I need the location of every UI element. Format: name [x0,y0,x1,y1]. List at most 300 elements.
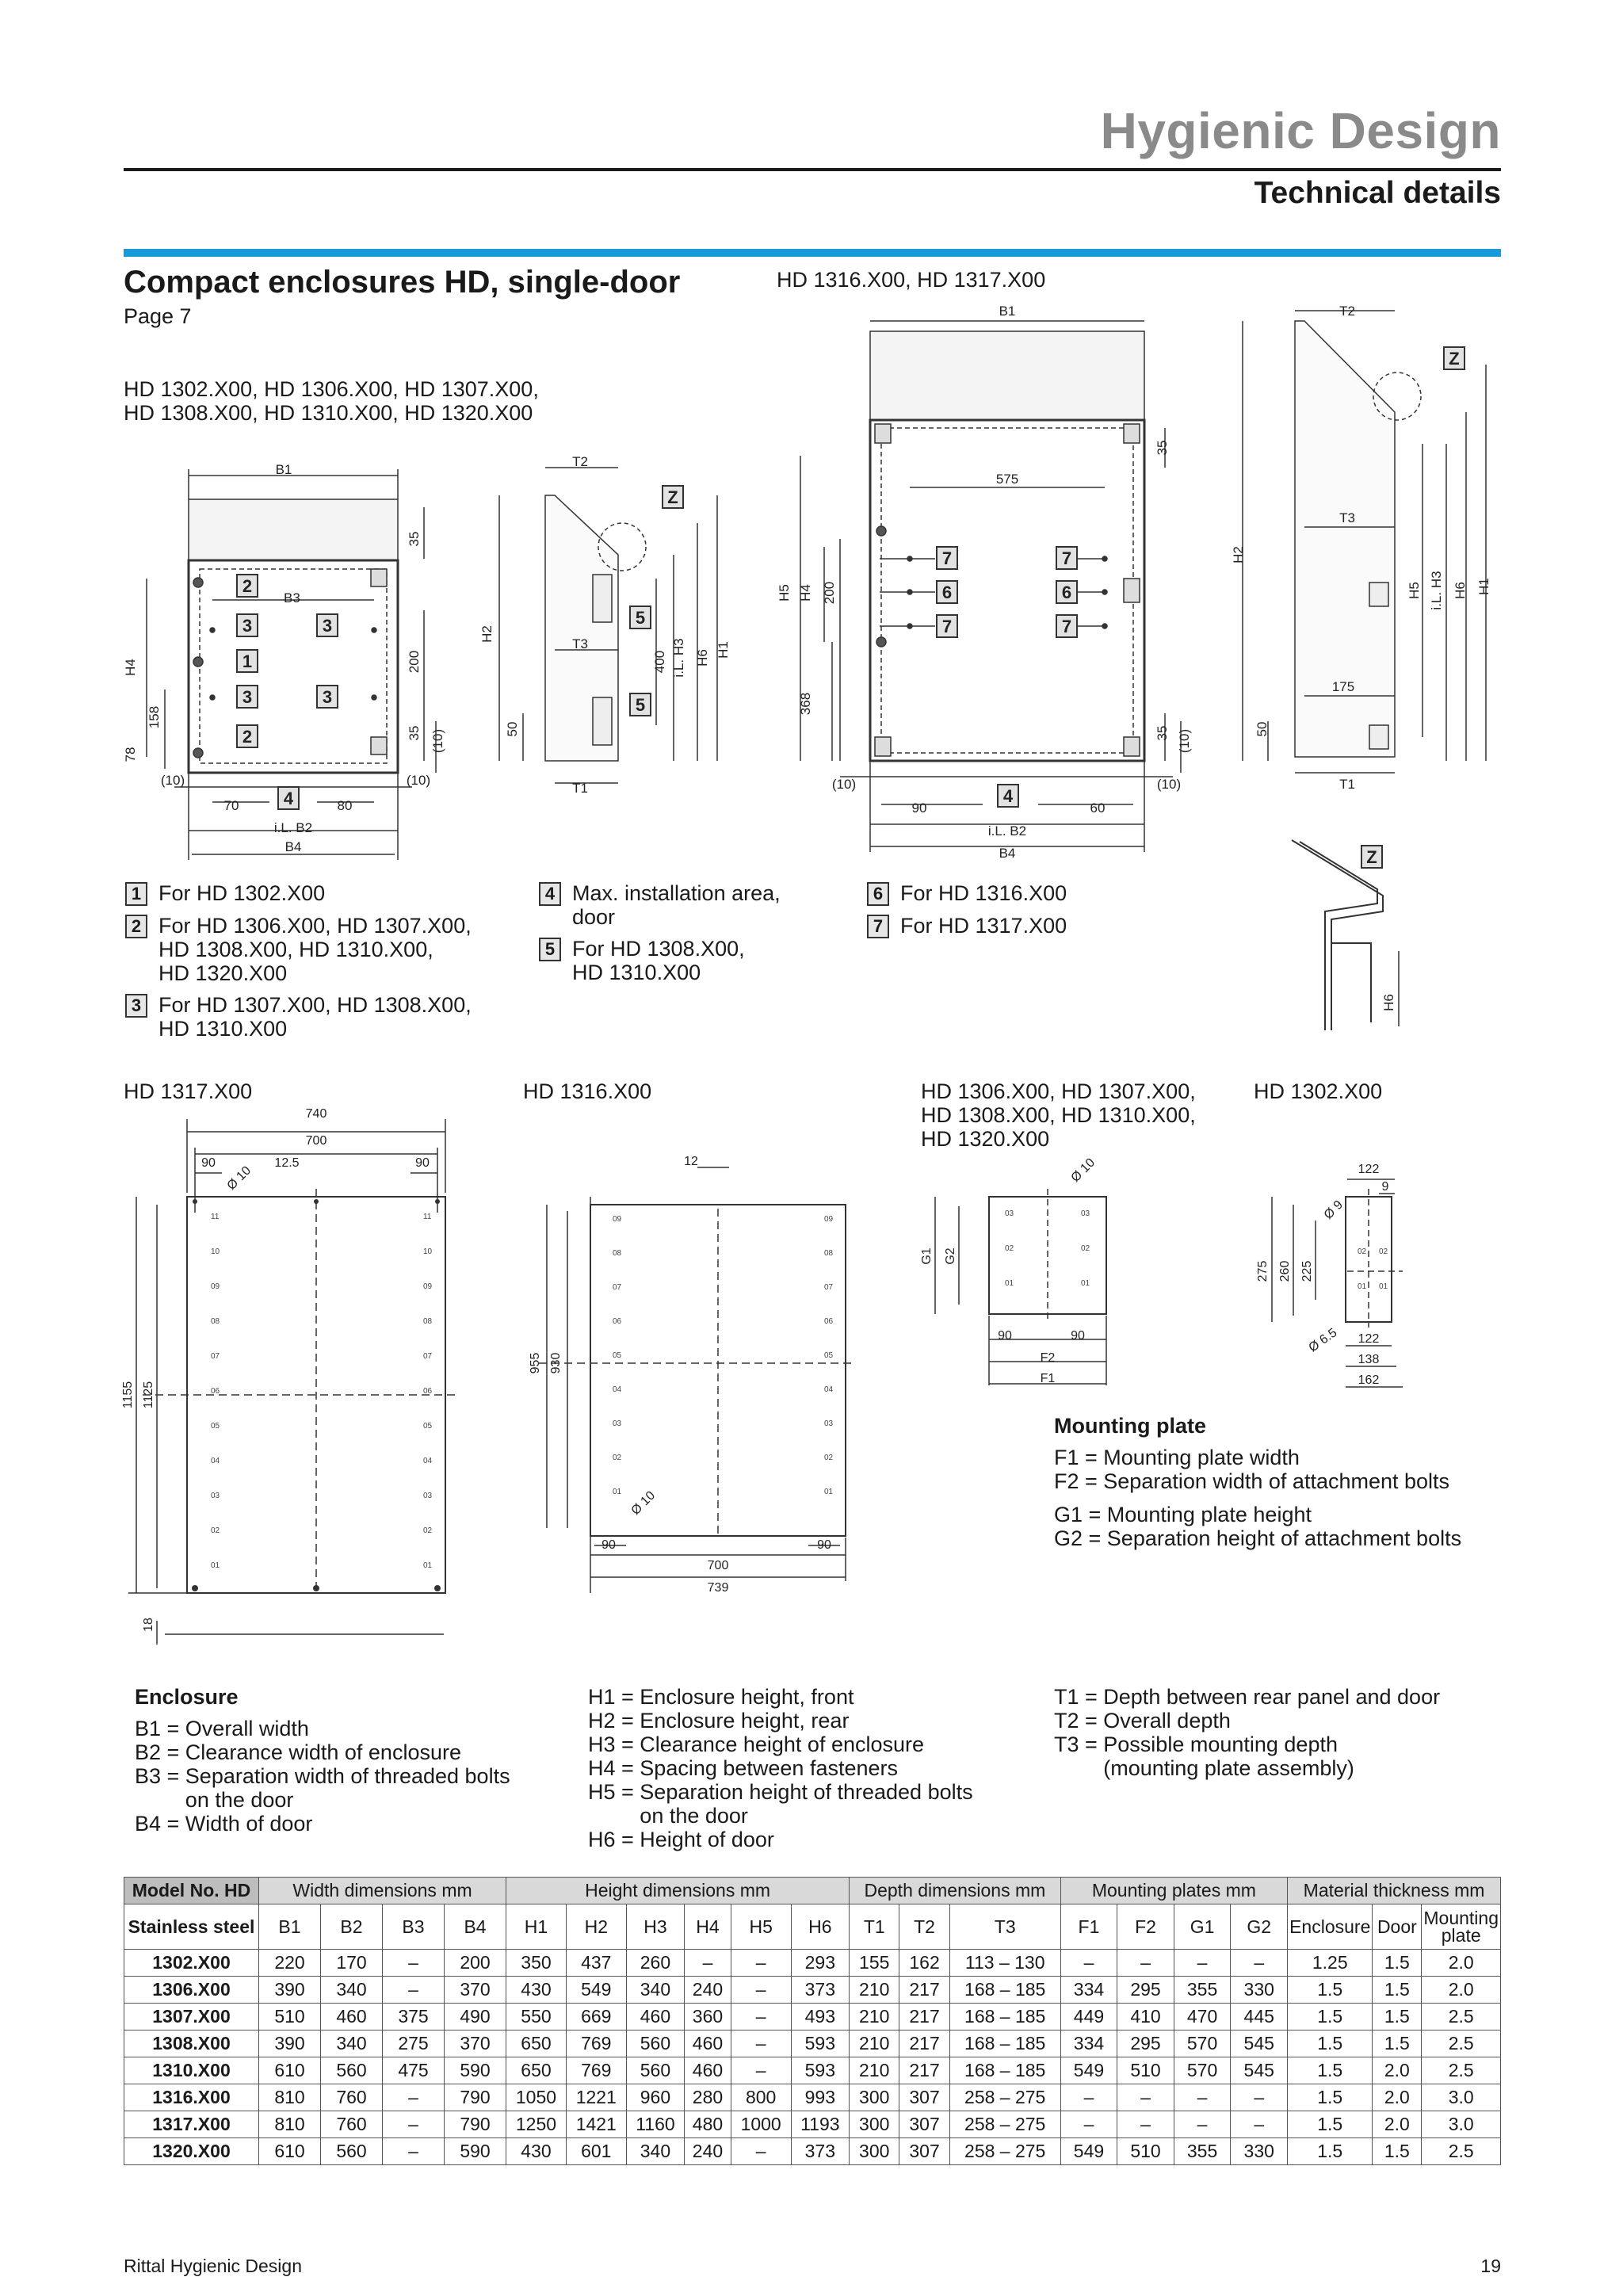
definition-value: Possible mounting depth (mounting plate assembly) [1103,1733,1354,1780]
plate-1316-title: HD 1316.X00 [523,1079,652,1103]
legend-item [539,881,840,929]
page-reference: Page 7 [124,304,192,328]
dim-label: (10) [160,773,185,788]
table-cell: 113 – 130 [949,1950,1060,1977]
table-cell: 1.5 [1373,1977,1422,2004]
definition-key: B1 = [135,1717,185,1740]
marker-5: 5 [635,608,646,628]
dim-label: 90 [415,1156,430,1170]
hole-label: 07 [211,1352,220,1361]
table-cell: 570 [1174,2030,1231,2057]
marker-7: 7 [1061,548,1072,568]
definition-key: B2 = [135,1740,185,1764]
hole-label: 01 [1081,1279,1090,1288]
marker-2: 2 [242,576,253,596]
definition-value: Separation width of threaded bolts on the door [185,1764,510,1812]
table-cell: 200 [445,1950,506,1977]
table-cell: 993 [791,2084,850,2111]
definition-value: Separation height of attachment bolts [1106,1526,1462,1550]
table-cell: 168 – 185 [949,1977,1060,2004]
table-cell: 601 [566,2138,626,2165]
hole-label: 02 [1379,1247,1388,1256]
definition-value: Clearance height of enclosure [640,1733,925,1756]
table-cell: 2.0 [1373,2084,1422,2111]
dim-label: 1155 [121,1381,135,1409]
definition-key: T1 = [1054,1685,1104,1709]
table-cell: 293 [791,1950,850,1977]
definition-item [135,1740,510,1764]
table-cell: 217 [899,2057,949,2084]
table-group-header: Material thickness mm [1288,1878,1501,1904]
dim-label: H5 [1407,582,1422,599]
hole-label: 03 [613,1419,622,1428]
table-cell: 790 [445,2084,506,2111]
hole-label: 07 [423,1352,433,1361]
hole-label: 01 [211,1561,220,1570]
table-cell: 295 [1117,2030,1174,2057]
table-cell: 490 [445,2004,506,2030]
table-cell: 340 [626,1977,685,2004]
dim-label: F1 [1040,1372,1056,1385]
table-cell: 480 [685,2111,731,2138]
table-cell: 810 [259,2084,321,2111]
legend-number: 3 [125,994,147,1018]
table-row [124,1977,1501,2004]
table-column-header: T2 [899,1904,949,1950]
table-cell: 280 [685,2084,731,2111]
legend-col-3 [867,881,1168,946]
hole-label: 02 [1358,1247,1367,1256]
plate-1306-title: HD 1306.X00, HD 1307.X00, HD 1308.X00, HD 1310.X00, HD 1320.X00 [921,1079,1196,1151]
legend-text: Max. installation area, door [572,881,781,929]
table-cell: 210 [850,2057,899,2084]
legend-text: For HD 1307.X00, HD 1308.X00, HD 1310.X00 [158,993,472,1041]
legend-number: 7 [867,915,889,938]
marker-7: 7 [941,617,953,636]
table-cell: – [731,1977,791,2004]
marker-1: 1 [242,651,253,671]
dim-label: 700 [305,1134,327,1148]
definition-item [588,1685,973,1709]
table-cell: 1000 [731,2111,791,2138]
table-cell: 1250 [506,2111,567,2138]
table-cell: 390 [259,2030,321,2057]
definition-item [588,1828,973,1851]
dim-label: 200 [822,581,837,605]
hole-label: 02 [1005,1244,1014,1253]
table-cell: 240 [685,2138,731,2165]
table-cell: 1.5 [1288,2138,1373,2165]
definition-value: Spacing between fasteners [640,1756,899,1780]
table-column-header: H1 [506,1904,567,1950]
table-cell: 373 [791,1977,850,2004]
table-cell: 437 [566,1950,626,1977]
table-cell: – [731,2004,791,2030]
marker-3: 3 [242,616,253,636]
dim-label: 400 [652,650,667,674]
hole-label: 01 [1358,1282,1367,1291]
table-cell: – [731,2057,791,2084]
hole-label: 06 [211,1387,220,1396]
dim-label: T1 [572,781,588,796]
table-cell: 590 [445,2138,506,2165]
table-cell: 355 [1174,1977,1231,2004]
dim-label: 50 [1254,721,1270,737]
table-cell: 307 [899,2138,949,2165]
dim-label: (10) [1177,728,1192,754]
table-cell: 1221 [566,2084,626,2111]
model-number-cell: 1308.X00 [124,2030,259,2057]
marker-4: 4 [1002,786,1014,806]
section-title: Technical details [1254,176,1501,210]
table-cell: – [1174,1950,1231,1977]
definition-value: Mounting plate height [1106,1503,1312,1526]
definition-item [1054,1685,1440,1709]
table-cell: 790 [445,2111,506,2138]
table-cell: 510 [1117,2138,1174,2165]
dim-label: 700 [707,1559,729,1572]
dim-label: 60 [1090,800,1106,816]
hole-label: 01 [613,1488,622,1496]
definition-key: H3 = [588,1733,640,1756]
marker-5: 5 [635,695,646,715]
hole-label: 05 [211,1422,220,1431]
marker-3: 3 [322,687,333,707]
plate-1317-drawing [128,1119,460,1645]
table-cell: – [383,2111,445,2138]
dim-label: Ø 10 [628,1488,659,1519]
table-cell: 155 [850,1950,899,1977]
table-cell: 560 [321,2057,383,2084]
hole-label: 10 [423,1247,433,1256]
dim-label: T3 [1339,510,1355,525]
dim-label: (10) [1156,777,1182,792]
dim-label: 739 [707,1581,729,1595]
table-cell: 2.5 [1422,2004,1501,2030]
dim-label: 12 [684,1155,698,1168]
table-cell: 340 [321,1977,383,2004]
table-row [124,2030,1501,2057]
legend-item [125,914,498,985]
mounting-plate-heading: Mounting plate [1054,1414,1206,1438]
hole-label: 09 [824,1215,834,1224]
table-cell: 1.5 [1373,1950,1422,1977]
table-cell: 260 [626,1950,685,1977]
hole-label: 06 [613,1317,622,1326]
definition-item [588,1756,973,1780]
mounting-plate-drawings [0,1094,1623,1648]
dim-label: B1 [999,304,1016,319]
dim-label: 122 [1358,1163,1380,1176]
table-column-header: Stainless steel [124,1904,259,1950]
table-cell: – [1174,2111,1231,2138]
table-cell: 170 [321,1950,383,1977]
dim-label: T1 [1339,777,1355,792]
dim-label: 368 [798,692,813,716]
dim-label: 225 [1300,1260,1314,1282]
definition-key: H2 = [588,1709,640,1733]
dim-label: 18 [142,1618,155,1632]
table-cell: 1.5 [1373,2030,1422,2057]
table-group-header: Mounting plates mm [1060,1878,1287,1904]
legend-text: For HD 1306.X00, HD 1307.X00, HD 1308.X00, HD 1310.X00, HD 1320.X00 [158,914,472,985]
left-drawing-models: HD 1302.X00, HD 1306.X00, HD 1307.X00, HD 1308.X00, HD 1310.X00, HD 1320.X00 [124,377,539,425]
table-cell: 258 – 275 [949,2138,1060,2165]
table-cell: 355 [1174,2138,1231,2165]
definition-item [1054,1446,1461,1469]
hole-label: 04 [613,1385,622,1394]
table-cell: 445 [1231,2004,1288,2030]
definition-item [1054,1469,1461,1493]
table-cell: 475 [383,2057,445,2084]
table-cell: 1.5 [1288,2004,1373,2030]
table-cell: 307 [899,2084,949,2111]
dim-label: T2 [572,454,588,469]
table-cell: – [1231,1950,1288,1977]
dim-label: H6 [1453,582,1468,599]
table-cell: – [1060,2111,1117,2138]
hole-label: 04 [211,1457,220,1465]
definition-value: Separation width of attachment bolts [1103,1469,1450,1493]
dim-label: 70 [223,798,239,813]
dim-label: (10) [430,728,445,754]
hole-label: 08 [824,1249,834,1258]
hole-label: 07 [824,1283,834,1292]
dim-label: H1 [716,641,731,659]
model-number-cell: 1320.X00 [124,2138,259,2165]
hole-label: 03 [1005,1209,1014,1218]
marker-2: 2 [242,727,253,747]
table-cell: – [1060,1950,1117,1977]
table-cell: 168 – 185 [949,2057,1060,2084]
definition-item [1054,1733,1440,1780]
table-cell: 1050 [506,2084,567,2111]
table-cell: 1.5 [1288,2084,1373,2111]
dim-label: (10) [406,773,431,788]
table-cell: – [383,2138,445,2165]
definition-key: F1 = [1054,1446,1104,1469]
table-cell: 168 – 185 [949,2030,1060,2057]
table-cell: 210 [850,2030,899,2057]
table-cell: 1.5 [1288,2030,1373,2057]
hole-label: 11 [211,1213,220,1221]
dim-label: B3 [284,590,300,606]
table-cell: 340 [626,2138,685,2165]
table-column-header: G1 [1174,1904,1231,1950]
table-cell: 560 [321,2138,383,2165]
table-cell: 2.0 [1373,2111,1422,2138]
legend-number: 6 [867,882,889,906]
dim-label: H2 [479,625,495,643]
table-cell: 350 [506,1950,567,1977]
hole-label: 08 [423,1317,433,1326]
table-cell: 510 [259,2004,321,2030]
legend-text: For HD 1317.X00 [900,914,1067,938]
table-cell: 810 [259,2111,321,2138]
table-cell: 460 [626,2004,685,2030]
enclosure-heading: Enclosure [135,1685,239,1709]
hole-label: 09 [423,1282,433,1291]
dim-label: B4 [999,846,1016,861]
table-cell: 1.5 [1288,2111,1373,2138]
table-cell: 330 [1231,1977,1288,2004]
dimensions-table [124,1877,1501,2165]
marker-7: 7 [1061,617,1072,636]
hole-label: 03 [824,1419,834,1428]
definition-key: H6 = [588,1828,640,1851]
legend-text: For HD 1308.X00, HD 1310.X00 [572,937,745,984]
table-cell: 510 [1117,2057,1174,2084]
definition-item [1054,1709,1440,1733]
table-cell: 460 [685,2057,731,2084]
definition-item [588,1780,973,1828]
dim-label: 90 [817,1538,831,1552]
definition-value: Overall depth [1103,1709,1231,1733]
dim-label: 12.5 [274,1156,300,1170]
table-cell: 650 [506,2030,567,2057]
definition-key: B3 = [135,1764,185,1788]
legend-number: 5 [539,938,561,961]
table-cell: 650 [506,2057,567,2084]
table-cell: 590 [445,2057,506,2084]
table-cell: 610 [259,2138,321,2165]
hole-label: 07 [613,1283,622,1292]
hole-label: 01 [824,1488,834,1496]
table-cell: 460 [321,2004,383,2030]
table-cell: 1193 [791,2111,850,2138]
definition-key: G1 = [1054,1503,1107,1526]
table-cell: 2.5 [1422,2138,1501,2165]
dim-label: H4 [798,584,813,602]
table-cell: 375 [383,2004,445,2030]
table-column-header: H4 [685,1904,731,1950]
model-number-cell: 1307.X00 [124,2004,259,2030]
dim-label: 740 [305,1107,327,1121]
table-cell: 1.5 [1288,2057,1373,2084]
dim-label: 275 [1256,1260,1270,1282]
table-cell: – [1060,2084,1117,2111]
hole-label: 01 [1379,1282,1388,1291]
dim-label: 158 [147,705,162,729]
table-cell: 2.5 [1422,2030,1501,2057]
dim-label: H6 [1381,994,1396,1011]
table-column-header: B3 [383,1904,445,1950]
table-cell: 360 [685,2004,731,2030]
table-cell: 217 [899,2030,949,2057]
enclosure-definitions-col-1 [135,1685,510,1836]
left-side-view [499,468,717,783]
table-cell: 390 [259,1977,321,2004]
table-column-header: Mounting plate [1422,1904,1501,1950]
table-row [124,2057,1501,2084]
dim-label: 200 [407,650,422,674]
table-cell: 2.0 [1422,1950,1501,1977]
table-cell: – [1174,2084,1231,2111]
table-cell: 560 [626,2030,685,2057]
table-column-header-row [124,1904,1501,1950]
table-cell: 300 [850,2111,899,2138]
table-group-header: Height dimensions mm [506,1878,850,1904]
definition-key: H5 = [588,1780,640,1804]
legend-item [125,993,498,1041]
table-cell: 545 [1231,2057,1288,2084]
dim-label: 90 [1071,1329,1085,1343]
right-drawing-models: HD 1316.X00, HD 1317.X00 [777,268,1046,292]
table-cell: 340 [321,2030,383,2057]
dim-label: B1 [275,462,292,477]
table-cell: 2.0 [1373,2057,1422,2084]
definition-item [588,1709,973,1733]
table-cell: 300 [850,2138,899,2165]
definition-value: Overall width [185,1717,309,1740]
dim-label: 90 [911,800,927,816]
table-cell: 3.0 [1422,2111,1501,2138]
marker-7: 7 [941,548,953,568]
table-cell: 330 [1231,2138,1288,2165]
plate-1316-drawing [539,1167,856,1593]
table-row [124,2084,1501,2111]
table-cell: 545 [1231,2030,1288,2057]
dim-label: 955 [529,1352,542,1374]
table-group-header: Model No. HD [124,1878,259,1904]
table-cell: 1.5 [1288,1977,1373,2004]
table-cell: 669 [566,2004,626,2030]
definition-key: B4 = [135,1812,185,1836]
table-column-header: T3 [949,1904,1060,1950]
table-column-header: H6 [791,1904,850,1950]
dim-label: F2 [1040,1351,1056,1365]
dim-label: Ø 6.5 [1306,1326,1340,1355]
table-cell: 370 [445,2030,506,2057]
table-cell: 610 [259,2057,321,2084]
table-cell: 217 [899,2004,949,2030]
definition-value: Enclosure height, rear [640,1709,850,1733]
hole-label: 02 [211,1526,220,1535]
dim-label: 9 [1381,1180,1389,1194]
table-cell: 410 [1117,2004,1174,2030]
dim-label: 260 [1278,1260,1292,1282]
table-cell: 560 [626,2057,685,2084]
hole-label: 03 [1081,1209,1090,1218]
table-column-header: T1 [850,1904,899,1950]
legend-number: 4 [539,882,561,906]
table-cell: 549 [1060,2138,1117,2165]
dim-label: Ø 10 [1068,1156,1098,1186]
hole-label: 04 [824,1385,834,1394]
table-group-header-row [124,1878,1501,1904]
model-number-cell: 1302.X00 [124,1950,259,1977]
hole-label: 11 [423,1213,432,1221]
table-cell: 769 [566,2030,626,2057]
hole-label: 05 [423,1422,433,1431]
definition-key: F2 = [1054,1469,1104,1493]
table-cell: 2.5 [1422,2057,1501,2084]
marker-3: 3 [322,616,333,636]
table-cell: 430 [506,2138,567,2165]
legend-item [539,937,840,984]
hole-label: 08 [211,1317,220,1326]
definition-key: H1 = [588,1685,640,1709]
table-cell: – [383,1977,445,2004]
legend-number: 2 [125,915,147,938]
hole-label: 06 [423,1387,433,1396]
dim-label: 122 [1358,1332,1380,1346]
table-cell: 258 – 275 [949,2084,1060,2111]
dim-label: 35 [1155,440,1170,456]
marker-6: 6 [941,583,953,602]
definition-key: H4 = [588,1756,640,1780]
model-number-cell: 1317.X00 [124,2111,259,2138]
